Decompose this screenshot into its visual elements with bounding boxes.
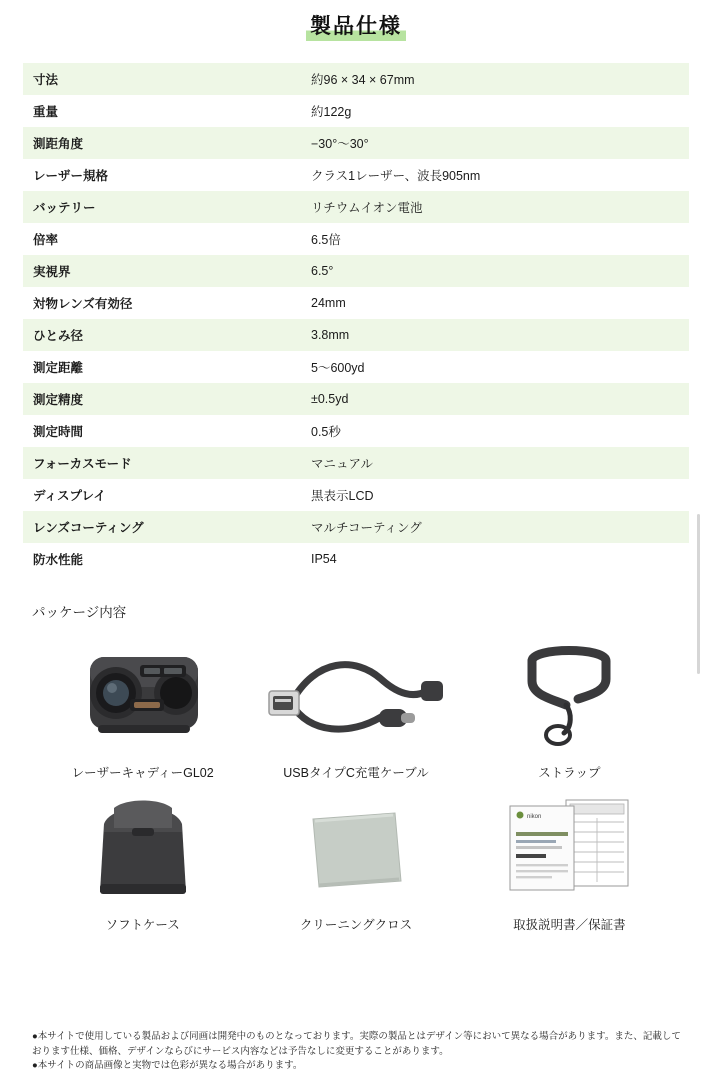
usb-cable-icon — [249, 635, 462, 755]
table-row — [23, 319, 689, 351]
spec-value: 24mm — [311, 296, 346, 310]
spec-key: 重量 — [33, 105, 59, 119]
spec-value: 5〜600yd — [311, 361, 365, 375]
footnote-line-1: ●本サイトで使用している製品および同画は開発中のものとなっております。実際の製品とはデザイン等において異なる場合があります。また、記載しております仕様、価格、デザインならびにサービス内容などは予告なしに変更することがあります。 — [32, 1030, 681, 1057]
spec-key: バッテリー — [33, 201, 96, 215]
list-item — [463, 635, 676, 781]
table-row — [23, 127, 689, 159]
spec-key: 測距角度 — [33, 137, 84, 151]
cleaning-cloth-icon — [249, 787, 462, 907]
scrollbar[interactable] — [697, 514, 700, 674]
rangefinder-icon — [36, 635, 249, 755]
spec-table — [23, 63, 689, 575]
spec-key: 実視界 — [33, 265, 71, 279]
table-row — [23, 287, 689, 319]
spec-value: 6.5倍 — [311, 233, 341, 247]
table-row — [23, 511, 689, 543]
spec-key: 倍率 — [33, 233, 59, 247]
list-item — [36, 635, 249, 781]
package-item-label: クリーニングクロス — [299, 918, 413, 932]
spec-key: 対物レンズ有効径 — [33, 297, 133, 311]
spec-value: ±0.5yd — [311, 392, 349, 406]
page-title-container — [10, 0, 702, 51]
spec-key: 寸法 — [33, 73, 59, 87]
footnote — [32, 1030, 688, 1074]
table-row — [23, 255, 689, 287]
table-row — [23, 383, 689, 415]
footnote-line-2: ●本サイトの商品画像と実物では色彩が異なる場合があります。 — [32, 1060, 303, 1072]
spec-key: 測定時間 — [33, 425, 84, 439]
document-page — [10, 0, 702, 1080]
table-row — [23, 447, 689, 479]
table-row — [23, 63, 689, 95]
spec-value: 3.8mm — [311, 328, 350, 342]
list-item — [249, 635, 462, 781]
spec-value: マニュアル — [311, 457, 374, 471]
table-row — [23, 351, 689, 383]
spec-key: レーザー規格 — [33, 169, 109, 183]
spec-key: 測定距離 — [33, 361, 84, 375]
table-row — [23, 543, 689, 575]
spec-key: レンズコーティング — [33, 521, 144, 535]
spec-key: 防水性能 — [33, 553, 84, 567]
package-item-label: USBタイプC充電ケーブル — [283, 766, 429, 780]
package-item-label: ストラップ — [538, 766, 601, 780]
spec-key: 測定精度 — [33, 393, 84, 407]
package-contents-grid — [36, 635, 676, 933]
strap-icon — [463, 635, 676, 755]
spec-value: 黒表示LCD — [311, 489, 374, 503]
list-item — [36, 787, 249, 933]
spec-value: IP54 — [311, 552, 337, 566]
table-row — [23, 191, 689, 223]
list-item — [463, 787, 676, 933]
package-contents-heading: パッケージ内容 — [32, 605, 127, 620]
spec-value: クラス1レーザー、波長905nm — [311, 169, 481, 183]
spec-key: フォーカスモード — [33, 457, 132, 471]
svg-text:nikon: nikon — [527, 814, 542, 820]
spec-table-body — [23, 63, 689, 575]
package-item-label: 取扱説明書／保証書 — [513, 918, 626, 932]
table-row — [23, 415, 689, 447]
spec-value: リチウムイオン電池 — [311, 201, 423, 215]
spec-value: 約96 × 34 × 67mm — [311, 73, 415, 87]
table-row — [23, 223, 689, 255]
spec-key: ディスプレイ — [33, 489, 106, 503]
table-row — [23, 95, 689, 127]
spec-value: 約122g — [311, 105, 352, 119]
page-title: 製品仕様 — [306, 10, 406, 41]
list-item — [249, 787, 462, 933]
manual-warranty-icon — [463, 787, 676, 907]
spec-value: −30°〜30° — [311, 137, 369, 151]
soft-case-icon — [36, 787, 249, 907]
spec-key: ひとみ径 — [33, 329, 84, 343]
package-item-label: レーザーキャディーGL02 — [71, 766, 214, 780]
spec-value: 6.5° — [311, 264, 334, 278]
table-row — [23, 159, 689, 191]
spec-value: 0.5秒 — [311, 425, 341, 439]
table-row — [23, 479, 689, 511]
package-item-label: ソフトケース — [105, 918, 180, 932]
spec-value: マルチコーティング — [311, 521, 422, 535]
